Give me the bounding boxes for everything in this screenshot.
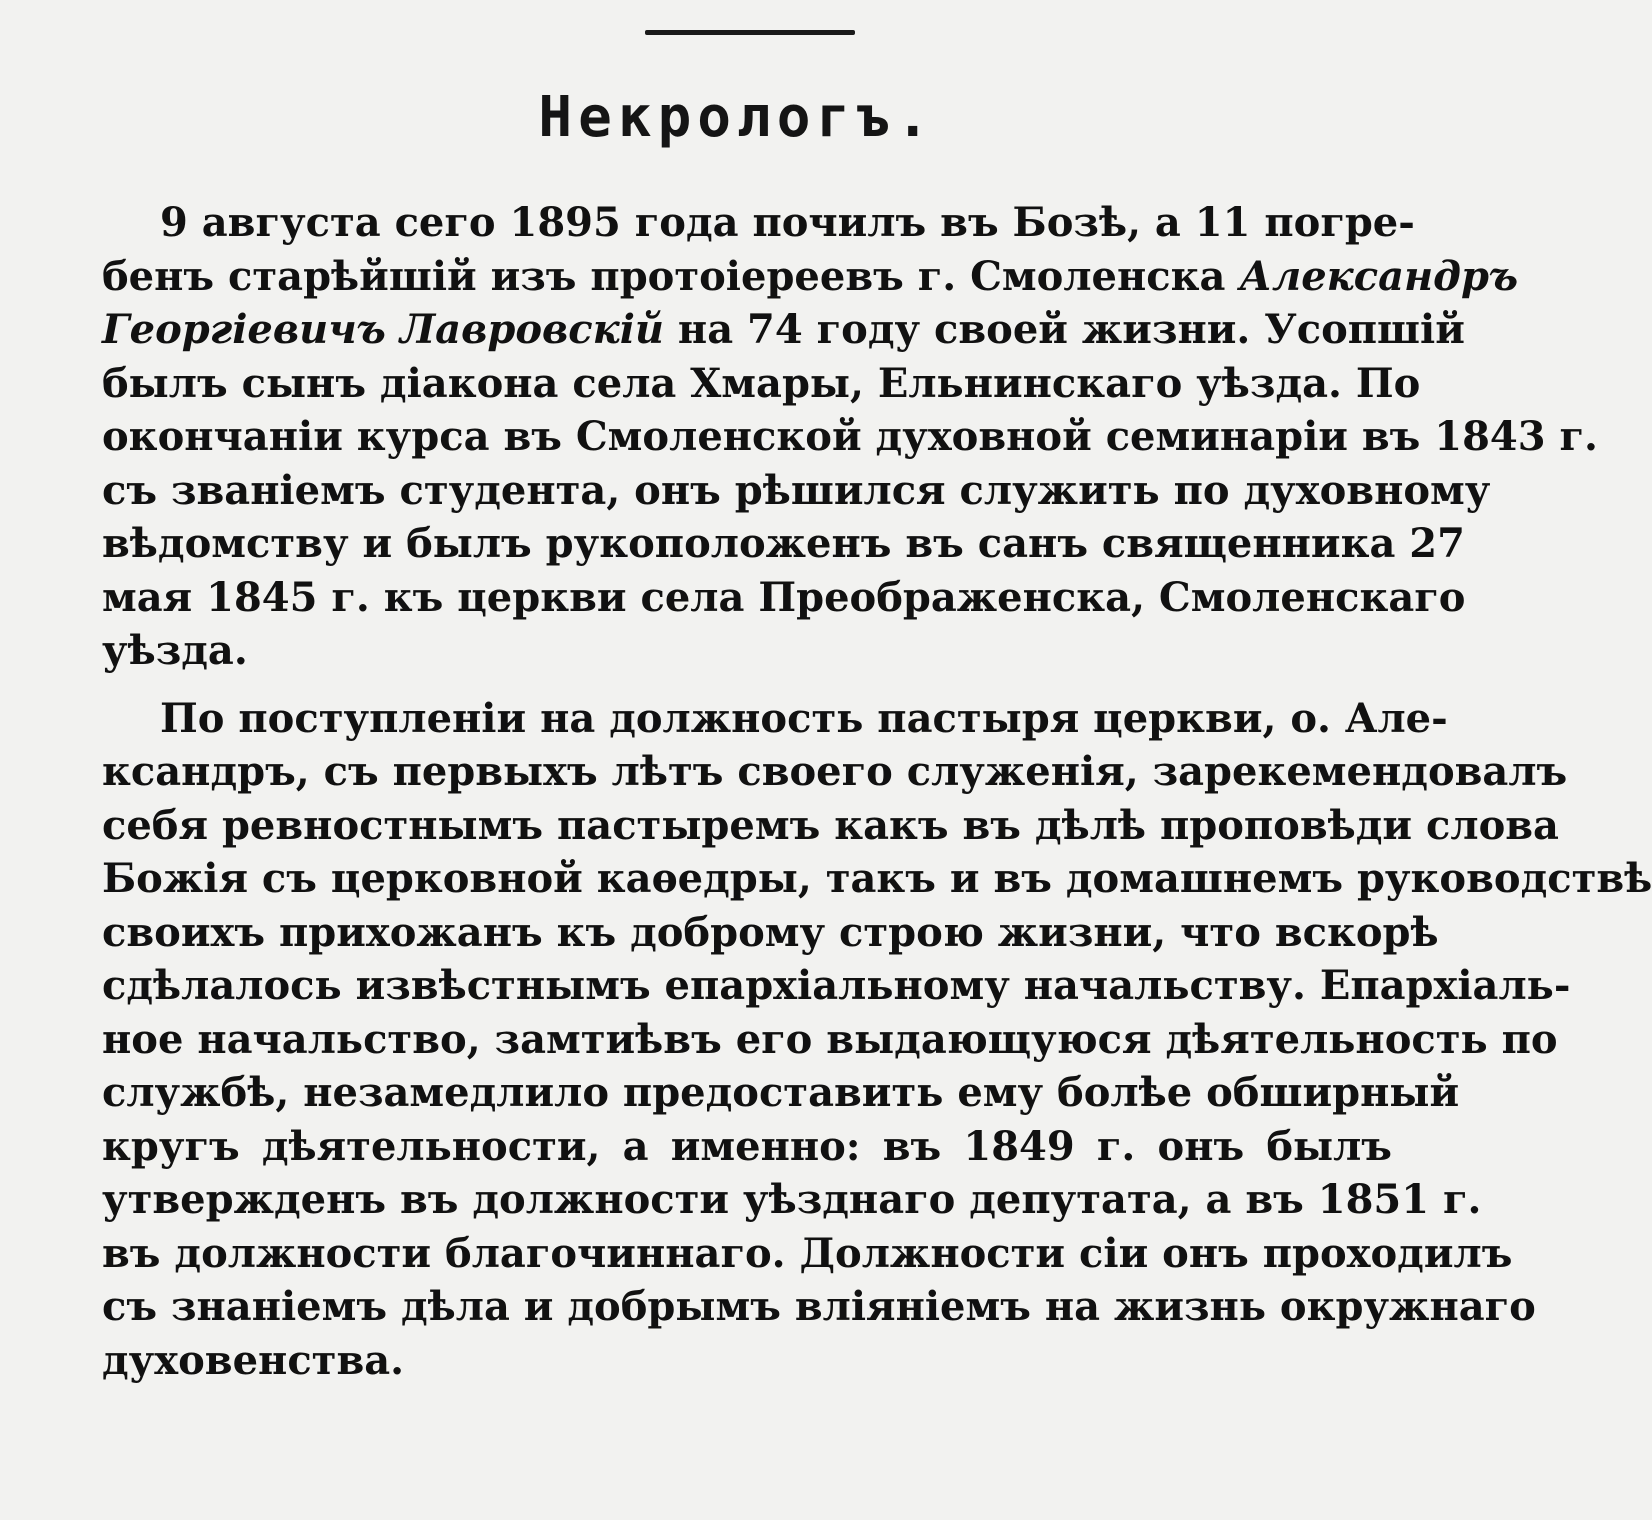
text-line: сдѣлалось извѣстнымъ епархіальному начальству. Епархіаль- — [102, 962, 1571, 1009]
text-line-part: на 74 году своей жизни. Усопшій — [664, 306, 1465, 353]
page-title: Некрологъ. — [538, 85, 936, 150]
text-line: былъ сынъ діакона села Хмары, Ельнинскаго уѣзда. По — [102, 359, 1421, 407]
text-line: уѣзда. — [102, 627, 248, 674]
text-line: кругъ дѣятельности, а именно: въ 1849 г. онъ былъ — [102, 1122, 1392, 1170]
text-line-part: бенъ старѣйшій изъ протоіереевъ г. Смоленска — [102, 252, 1240, 300]
top-rule — [645, 30, 855, 35]
text-line: съ званіемъ студента, онъ рѣшился служить по духовному — [102, 466, 1491, 514]
text-line: духовенства. — [102, 1336, 405, 1384]
text-line: съ знаніемъ дѣла и добрымъ вліяніемъ на жизнь окружнаго — [102, 1283, 1536, 1330]
text-line: 9 августа сего 1895 года почилъ въ Бозѣ, а 11 погре- — [160, 199, 1415, 246]
text-line: своихъ прихожанъ къ доброму строю жизни, что вскорѣ — [102, 908, 1439, 956]
text-line: По поступленіи на должность пастыря церкви, о. Але- — [160, 694, 1448, 742]
text-line: въ должности благочиннаго. Должности сіи онъ проходилъ — [102, 1229, 1513, 1277]
deceased-name-part2: Георгіевичъ Лавровскій — [102, 306, 664, 353]
paragraph-gap — [102, 678, 1392, 692]
text-line: вѣдомству и былъ рукоположенъ въ санъ священника 27 — [102, 520, 1465, 567]
text-line: ное начальство, замтиѣвъ его выдающуюся дѣятельность по — [102, 1015, 1558, 1063]
text-line: Божія съ церковной каѳедры, такъ и въ домашнемъ руководствѣ — [102, 855, 1652, 902]
text-line: себя ревностнымъ пастыремъ какъ въ дѣлѣ проповѣди слова — [102, 801, 1559, 849]
text-line: окончаніи курса въ Смоленской духовной семинаріи въ 1843 г. — [102, 413, 1598, 460]
text-line — [102, 250, 1519, 304]
text-line: службѣ, незамедлило предоставить ему болѣе обширный — [102, 1069, 1460, 1116]
text-line: утвержденъ въ должности уѣзднаго депутата, а въ 1851 г. — [102, 1176, 1482, 1223]
text-line: мая 1845 г. къ церкви села Преображенска, Смоленскаго — [102, 573, 1466, 621]
text-line: ксандръ, съ первыхъ лѣтъ своего служенія, зарекемендовалъ — [102, 748, 1568, 795]
deceased-name-part1: Александръ — [1239, 252, 1519, 300]
obituary-text — [102, 196, 1652, 1387]
text-line — [102, 303, 1465, 357]
